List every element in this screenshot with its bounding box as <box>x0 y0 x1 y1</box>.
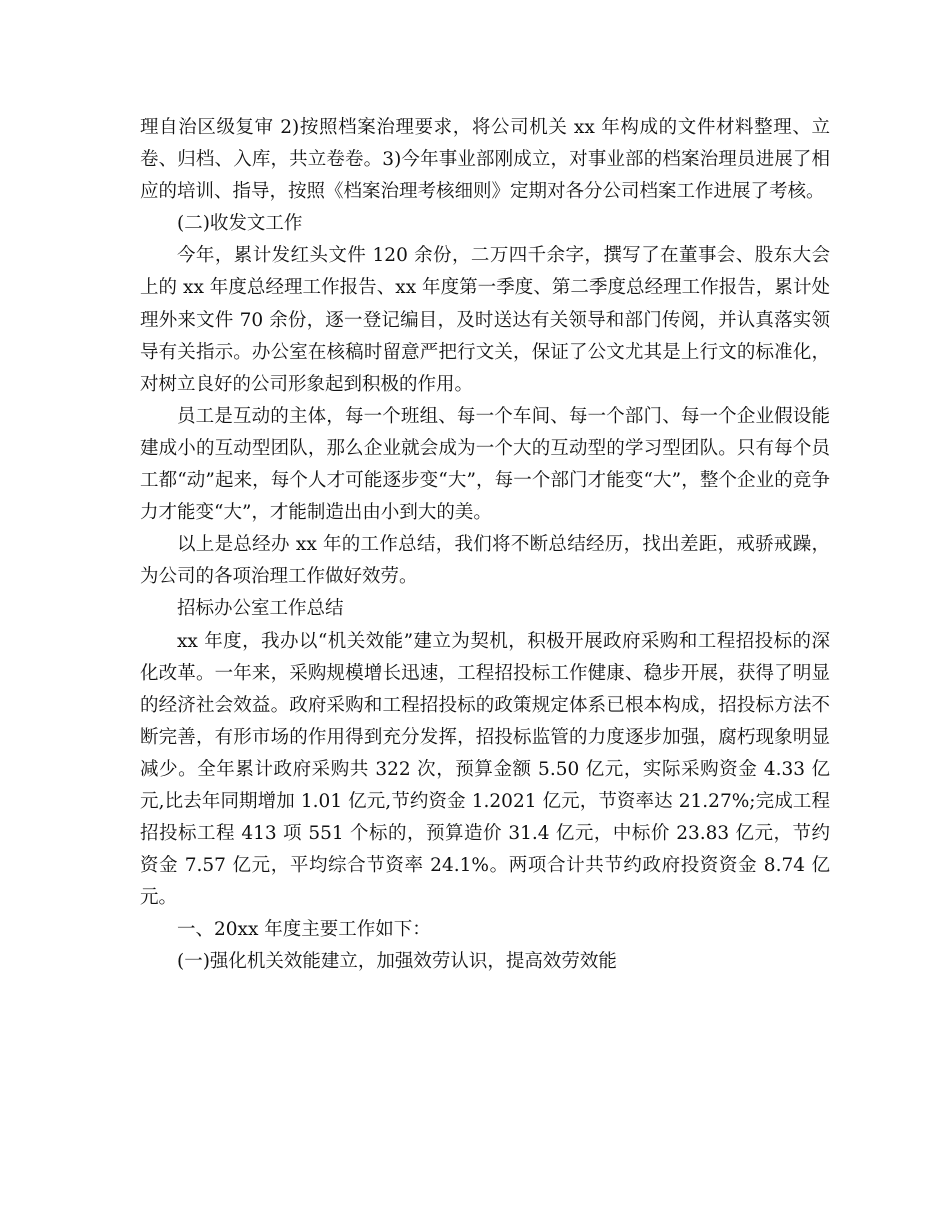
section-title-bidding-office: 招标办公室工作总结 <box>177 598 344 620</box>
section-heading-main-work: 一、20xx 年度主要工作如下： <box>177 919 431 941</box>
paragraph-team-interaction: 员工是互动的主体，每一个班组、每一个车间、每一个部门、每一个企业假设能建成小的互动型团队，那么企业就会成为一个大的互动型的学习型团队。只有每个员工都“动”起来，每个人才可能逐步变“大”，每一个部门才能变“大”，整个企业的竞争力才能变“大”，才能制造出由小到大的美。 <box>140 405 830 524</box>
subsection-heading-efficiency: (一)强化机关效能建立，加强效劳认识，提高效劳效能 <box>177 951 617 973</box>
paragraph-bidding-overview: xx 年度，我办以“机关效能”建立为契机，积极开展政府采购和工程招投标的深化改革。一年来，采购规模增长迅速，工程招投标工作健康、稳步开展，获得了明显的经济社会效益。政府采购和工程招投标的政策规定体系已根本构成，招投标方法不断完善，有形市场的作用得到充分发挥，招投标监管的力度逐步加强，腐朽现象明显减少。全年累计政府采购共 322 次，预算金额 5.50 亿元，实际采购资金 4.33 亿元,比去年同期增加 1.01 亿元,节约资金 1.2021 亿元，节资率达 21.27%;完成工程招投标工程 413 项 551 个标的，预算造价 31.4 亿元，中标价 23.83 亿元，节约资金 7.57 亿元，平均综合节资率 24.1%。两项合计共节约政府投资资金 8.74 亿元。 <box>140 630 830 909</box>
paragraph-archive-continuation: 理自治区级复审 2)按照档案治理要求，将公司机关 xx 年构成的文件材料整理、立卷、归档、入库，共立卷卷。3)今年事业部刚成立，对事业部的档案治理员进展了相应的培训、指导，按照《档案治理考核细则》定期对各分公司档案工作进展了考核。 <box>140 117 830 203</box>
document-body <box>140 112 830 979</box>
paragraph-document-flow: 今年，累计发红头文件 120 余份，二万四千余字，撰写了在董事会、股东大会上的 xx 年度总经理工作报告、xx 年度第一季度、第二季度总经理工作报告，累计处理外来文件 70 余份，逐一登记编目，及时送达有关领导和部门传阅，并认真落实领导有关指示。办公室在核稿时留意严把行文关，保证了公文尤其是上行文的标准化，对树立良好的公司形象起到积极的作用。 <box>140 245 830 395</box>
paragraph-summary-closing: 以上是总经办 xx 年的工作总结，我们将不断总结经历，找出差距，戒骄戒躁，为公司的各项治理工作做好效劳。 <box>140 534 830 588</box>
section-heading-document-flow: (二)收发文工作 <box>177 213 303 235</box>
